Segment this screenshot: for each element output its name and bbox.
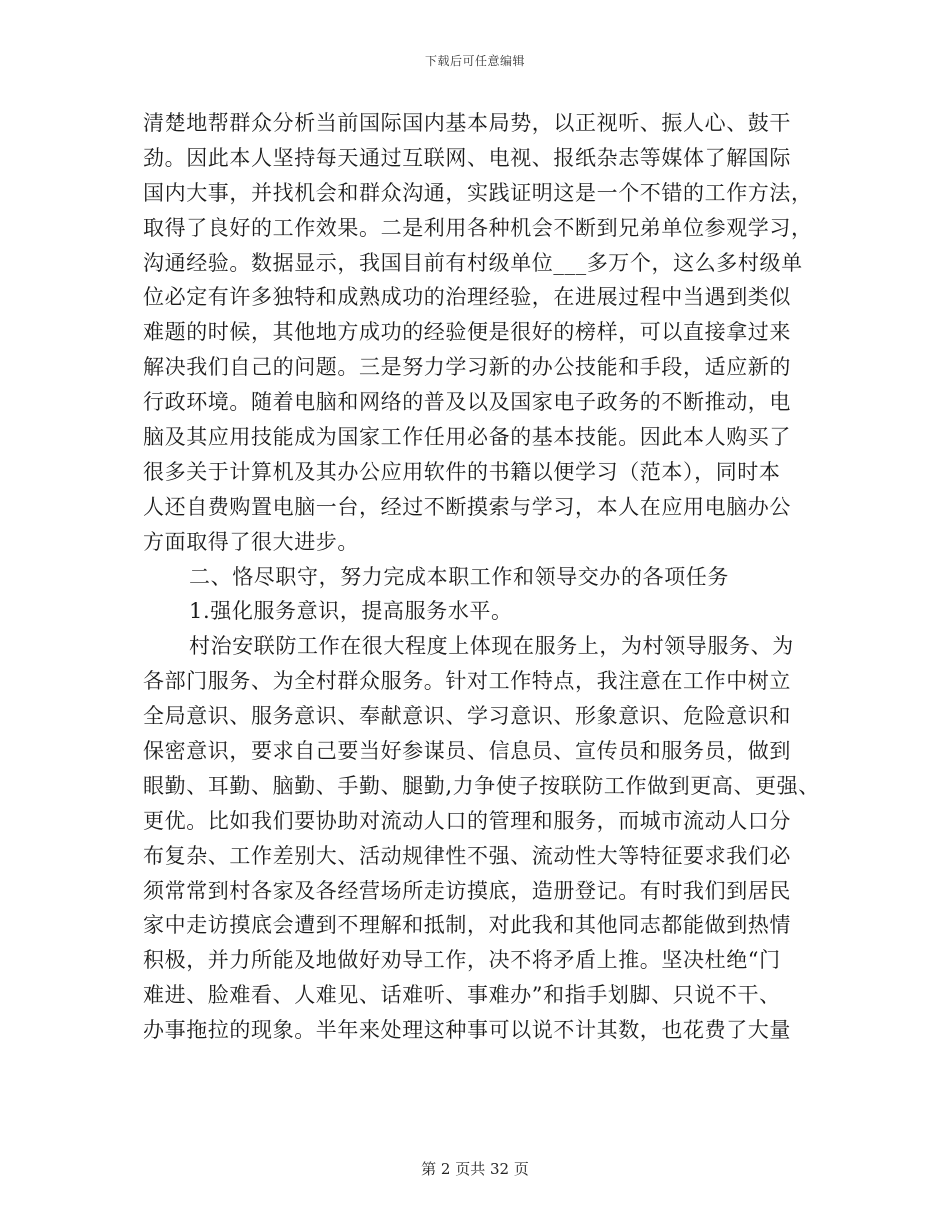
- text-line: 国内大事，并找机会和群众沟通，实践证明这是一个不错的工作方法，: [143, 180, 813, 205]
- text-line: 布复杂、工作差别大、活动规律性不强、流动性大等特征要求我们必: [143, 843, 791, 868]
- text-line: 办事拖拉的现象。半年来处理这种事可以说不计其数，也花费了大量: [143, 1018, 791, 1043]
- text-line: 取得了良好的工作效果。二是利用各种机会不断到兄弟单位参观学习，: [143, 215, 813, 240]
- text-line: 须常常到村各家及各经营场所走访摸底，造册登记。有时我们到居民: [143, 878, 791, 903]
- text-line: 方面取得了很大进步。: [143, 529, 359, 554]
- text-line: 更优。比如我们要协助对流动人口的管理和服务，而城市流动人口分: [143, 808, 791, 833]
- text-line: 眼勤、耳勤、脑勤、手勤、腿勤,力争使子按联防工作做到更高、更强、: [143, 773, 820, 798]
- text-line: 人还自费购置电脑一台，经过不断摸索与学习，本人在应用电脑办公: [143, 494, 791, 519]
- page-number: 第 2 页共 32 页: [421, 1160, 529, 1178]
- text-line: 各部门服务、为全村群众服务。针对工作特点，我注意在工作中树立: [143, 669, 791, 694]
- document-body: [143, 106, 823, 1048]
- text-line: 全局意识、服务意识、奉献意识、学习意识、形象意识、危险意识和: [143, 704, 791, 729]
- text-line: 难题的时候，其他地方成功的经验便是很好的榜样，可以直接拿过来: [143, 320, 791, 345]
- text-line: 难进、脸难看、人难见、话难听、事难办”和指手划脚、只说不干、: [143, 983, 781, 1008]
- text-line: 很多关于计算机及其办公应用软件的书籍以便学习（范本），同时本: [143, 459, 781, 484]
- text-line: 脑及其应用技能成为国家工作任用必备的基本技能。因此本人购买了: [143, 425, 791, 450]
- page-header: 下载后可任意编辑: [424, 54, 525, 68]
- text-line: 位必定有许多独特和成熟成功的治理经验，在进展过程中当遇到类似: [143, 285, 791, 310]
- text-line: 解决我们自己的问题。三是努力学习新的办公技能和手段，适应新的: [143, 355, 791, 380]
- text-line: 积极，并力所能及地做好劝导工作，决不将矛盾上推。坚决杜绝“门: [143, 948, 781, 973]
- text-line: 村治安联防工作在很大程度上体现在服务上，为村领导服务、为: [189, 634, 794, 659]
- text-line: 保密意识，要求自己要当好参谋员、信息员、宣传员和服务员，做到: [143, 739, 791, 764]
- text-line: 二、恪尽职守，努力完成本职工作和领导交办的各项任务: [189, 564, 729, 589]
- text-line: 行政环境。随着电脑和网络的普及以及国家电子政务的不断推动，电: [143, 390, 791, 415]
- text-line: 1.强化服务意识，提高服务水平。: [189, 599, 513, 624]
- text-line: 家中走访摸底会遭到不理解和抵制，对此我和其他同志都能做到热情: [143, 913, 791, 938]
- text-line: 清楚地帮群众分析当前国际国内基本局势，以正视听、振人心、鼓干: [143, 111, 791, 135]
- text-line: 劲。因此本人坚持每天通过互联网、电视、报纸杂志等媒体了解国际: [143, 145, 791, 170]
- text-line: 沟通经验。数据显示，我国目前有村级单位___多万个，这么多村级单: [143, 250, 803, 275]
